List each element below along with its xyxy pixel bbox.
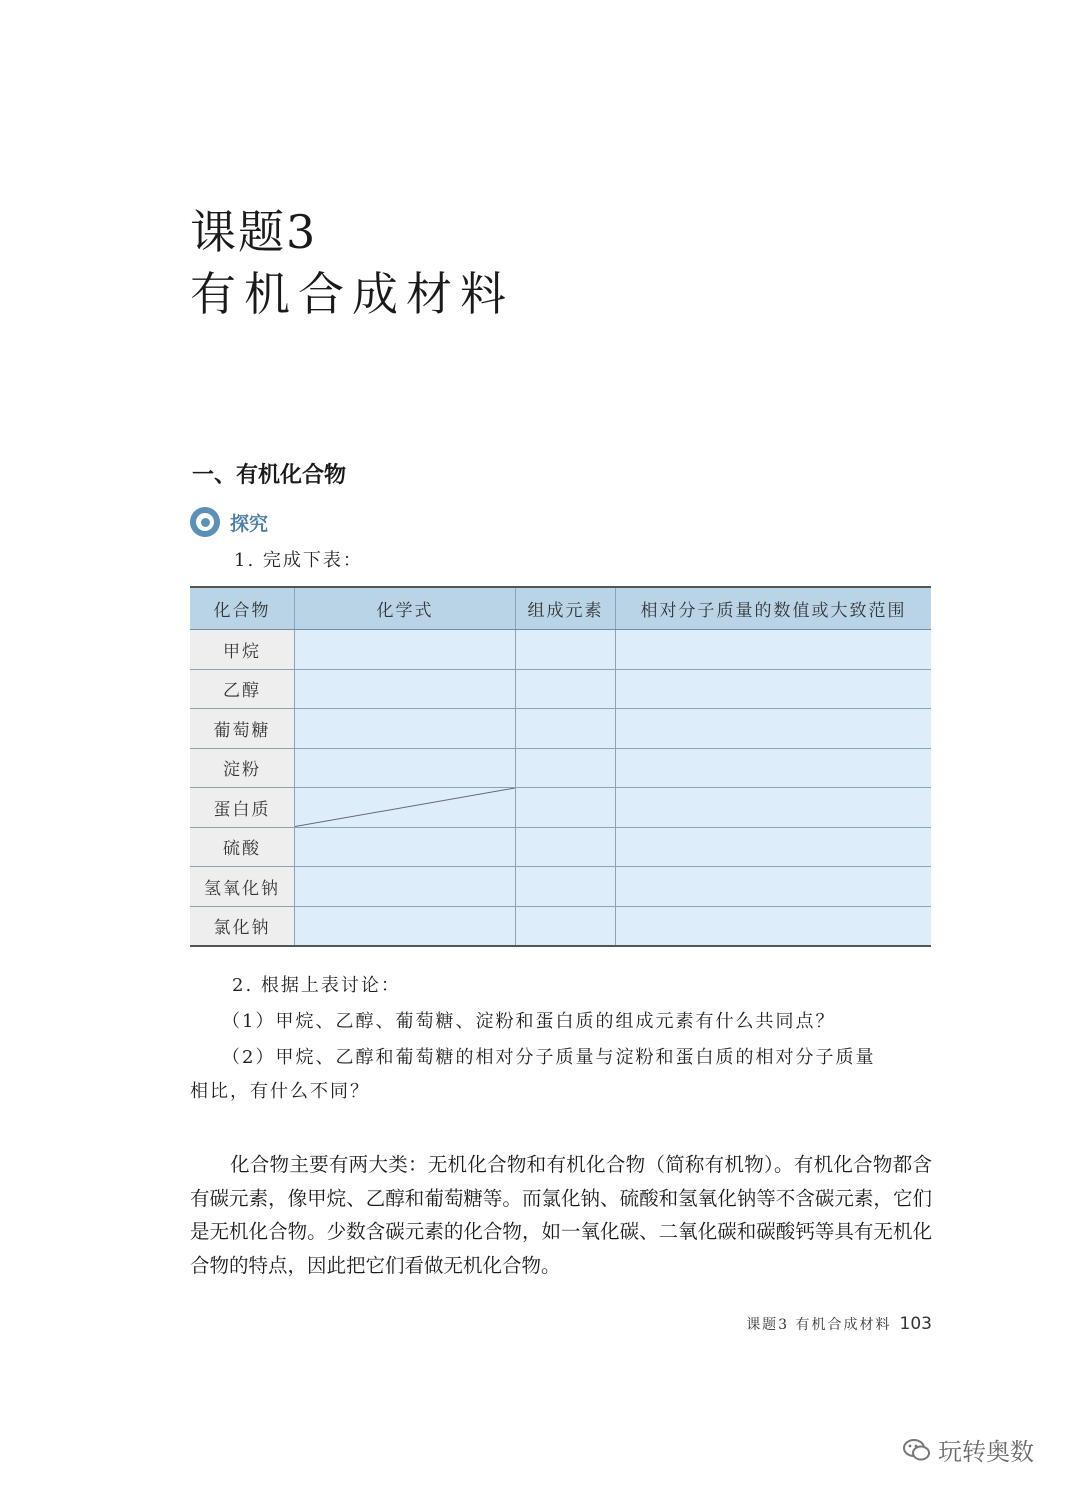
question-2b-line1: （2）甲烷、乙醇和葡萄糖的相对分子质量与淀粉和蛋白质的相对分子质量 xyxy=(222,1047,876,1068)
mass-cell[interactable] xyxy=(616,906,932,946)
diagonal-line xyxy=(295,788,515,827)
elements-cell[interactable] xyxy=(516,748,616,788)
formula-cell[interactable] xyxy=(295,669,516,709)
compound-name: 葡萄糖 xyxy=(190,709,295,749)
elements-cell[interactable] xyxy=(516,867,616,907)
table-row xyxy=(190,906,931,946)
table-row xyxy=(190,867,931,907)
header-elements: 组成元素 xyxy=(516,587,616,630)
body-paragraph: 化合物主要有两大类：无机化合物和有机化合物（简称有机物）。有机化合物都含有碳元素，像甲烷、乙醇和葡萄糖等。而氯化钠、硫酸和氢氧化钠等不含碳元素，它们是无机化合物。少数含碳元素的化合物，如一氧化碳、二氧化碳和碳酸钙等具有无机化合物的特点，因此把它们看做无机化合物。 xyxy=(190,1153,932,1277)
formula-cell[interactable] xyxy=(295,630,516,670)
compound-name: 氢氧化钠 xyxy=(190,867,295,907)
header-molecular-mass: 相对分子质量的数值或大致范围 xyxy=(616,587,932,630)
table-header-row xyxy=(190,587,931,630)
formula-cell[interactable] xyxy=(295,709,516,749)
mass-cell[interactable] xyxy=(616,788,932,828)
table-row xyxy=(190,748,931,788)
compound-table xyxy=(190,586,931,947)
mass-cell[interactable] xyxy=(616,827,932,867)
formula-cell[interactable] xyxy=(295,906,516,946)
mass-cell[interactable] xyxy=(616,669,932,709)
table-row xyxy=(190,788,931,828)
question-2a: （1）甲烷、乙醇、葡萄糖、淀粉和蛋白质的组成元素有什么共同点？ xyxy=(222,1011,836,1032)
compound-name: 乙醇 xyxy=(190,669,295,709)
lesson-number: 课题3 xyxy=(190,205,318,259)
question-2-intro: 2. 根据上表讨论： xyxy=(232,975,401,996)
elements-cell[interactable] xyxy=(516,709,616,749)
table-row xyxy=(190,709,931,749)
page-footer xyxy=(746,1314,932,1334)
mass-cell[interactable] xyxy=(616,709,932,749)
mass-cell[interactable] xyxy=(616,867,932,907)
table-row xyxy=(190,630,931,670)
table-row xyxy=(190,669,931,709)
explore-icon xyxy=(190,507,220,537)
formula-cell[interactable] xyxy=(295,867,516,907)
compound-name: 蛋白质 xyxy=(190,788,295,828)
elements-cell[interactable] xyxy=(516,906,616,946)
section-heading: 一、有机化合物 xyxy=(192,463,347,488)
elements-cell[interactable] xyxy=(516,827,616,867)
watermark xyxy=(902,1432,1034,1467)
elements-cell[interactable] xyxy=(516,788,616,828)
header-compound: 化合物 xyxy=(190,587,295,630)
page-number: 103 xyxy=(899,1314,932,1334)
explore-header xyxy=(190,507,268,537)
formula-cell[interactable] xyxy=(295,827,516,867)
formula-cell[interactable] xyxy=(295,748,516,788)
compound-name: 硫酸 xyxy=(190,827,295,867)
table-row xyxy=(190,827,931,867)
compound-name: 甲烷 xyxy=(190,630,295,670)
mass-cell[interactable] xyxy=(616,748,932,788)
formula-cell-crossed xyxy=(295,788,516,828)
mass-cell[interactable] xyxy=(616,630,932,670)
question-1: 1. 完成下表： xyxy=(234,550,363,571)
watermark-text: 玩转奥数 xyxy=(938,1438,1034,1466)
elements-cell[interactable] xyxy=(516,669,616,709)
elements-cell[interactable] xyxy=(516,630,616,670)
wechat-icon xyxy=(902,1437,932,1463)
question-2b-line2: 相比，有什么不同？ xyxy=(190,1081,370,1102)
running-title: 课题3 有机合成材料 xyxy=(746,1317,892,1333)
header-formula: 化学式 xyxy=(295,587,516,630)
explore-label: 探究 xyxy=(230,512,269,535)
lesson-title: 有机合成材料 xyxy=(190,267,514,321)
compound-name: 氯化钠 xyxy=(190,906,295,946)
compound-name: 淀粉 xyxy=(190,748,295,788)
